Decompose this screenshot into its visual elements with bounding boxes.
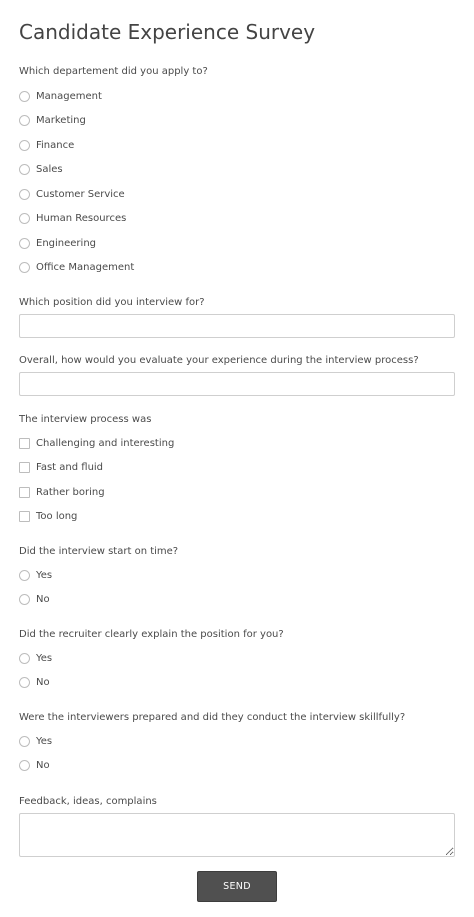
process-question bbox=[19, 413, 455, 529]
on-time-option-yes[interactable] bbox=[19, 563, 455, 588]
recruiter-option-yes[interactable] bbox=[19, 646, 455, 671]
checkbox[interactable] bbox=[19, 438, 30, 449]
position-question bbox=[19, 296, 455, 338]
feedback-textarea[interactable] bbox=[19, 813, 455, 857]
option-label: Engineering bbox=[36, 237, 96, 249]
radio-button[interactable] bbox=[19, 594, 30, 605]
interviewers-options bbox=[19, 729, 455, 778]
recruiter-question bbox=[19, 628, 455, 695]
option-label: Customer Service bbox=[36, 188, 125, 200]
position-question-label: Which position did you interview for? bbox=[19, 297, 205, 308]
feedback-question-label: Feedback, ideas, complains bbox=[19, 796, 157, 807]
process-option-fast[interactable] bbox=[19, 456, 455, 481]
on-time-question-label: Did the interview start on time? bbox=[19, 546, 179, 557]
department-option-engineering[interactable] bbox=[19, 231, 455, 256]
option-label: Challenging and interesting bbox=[36, 437, 175, 449]
radio-button[interactable] bbox=[19, 115, 30, 126]
department-option-finance[interactable] bbox=[19, 133, 455, 158]
recruiter-option-no[interactable] bbox=[19, 671, 455, 696]
recruiter-question-label: Did the recruiter clearly explain the position for you? bbox=[19, 629, 284, 640]
send-row bbox=[19, 871, 455, 902]
option-label: Finance bbox=[36, 139, 75, 151]
recruiter-options bbox=[19, 646, 455, 695]
department-option-management[interactable] bbox=[19, 84, 455, 109]
option-label: Management bbox=[36, 90, 102, 102]
interviewers-option-no[interactable] bbox=[19, 754, 455, 779]
option-label: No bbox=[36, 594, 50, 606]
department-option-sales[interactable] bbox=[19, 158, 455, 183]
on-time-question bbox=[19, 545, 455, 612]
radio-button[interactable] bbox=[19, 760, 30, 771]
checkbox[interactable] bbox=[19, 487, 30, 498]
option-label: Yes bbox=[36, 735, 53, 747]
interviewers-question-label: Were the interviewers prepared and did they conduct the interview skillfully? bbox=[19, 712, 406, 723]
option-label: Yes bbox=[36, 652, 53, 664]
option-label: No bbox=[36, 760, 50, 772]
on-time-option-no[interactable] bbox=[19, 588, 455, 613]
radio-button[interactable] bbox=[19, 677, 30, 688]
department-option-marketing[interactable] bbox=[19, 109, 455, 134]
interviewers-option-yes[interactable] bbox=[19, 729, 455, 754]
send-button[interactable]: SEND bbox=[197, 871, 277, 902]
radio-button[interactable] bbox=[19, 91, 30, 102]
department-options bbox=[19, 84, 455, 280]
option-label: Human Resources bbox=[36, 213, 127, 225]
option-label: Sales bbox=[36, 164, 63, 176]
overall-question bbox=[19, 354, 455, 396]
process-option-boring[interactable] bbox=[19, 480, 455, 505]
radio-button[interactable] bbox=[19, 570, 30, 581]
on-time-options bbox=[19, 563, 455, 612]
process-option-challenging[interactable] bbox=[19, 431, 455, 456]
page-title: Candidate Experience Survey bbox=[19, 20, 316, 44]
radio-button[interactable] bbox=[19, 653, 30, 664]
radio-button[interactable] bbox=[19, 140, 30, 151]
department-option-customer-service[interactable] bbox=[19, 182, 455, 207]
radio-button[interactable] bbox=[19, 238, 30, 249]
department-option-human-resources[interactable] bbox=[19, 207, 455, 232]
radio-button[interactable] bbox=[19, 262, 30, 273]
radio-button[interactable] bbox=[19, 164, 30, 175]
radio-button[interactable] bbox=[19, 189, 30, 200]
process-option-too-long[interactable] bbox=[19, 505, 455, 530]
option-label: Too long bbox=[36, 511, 78, 523]
option-label: Yes bbox=[36, 569, 53, 581]
interviewers-question bbox=[19, 711, 455, 778]
radio-button[interactable] bbox=[19, 213, 30, 224]
radio-button[interactable] bbox=[19, 736, 30, 747]
option-label: Office Management bbox=[36, 262, 135, 274]
department-option-office-management[interactable] bbox=[19, 256, 455, 281]
position-input[interactable] bbox=[19, 314, 455, 338]
process-question-label: The interview process was bbox=[19, 414, 152, 425]
overall-question-label: Overall, how would you evaluate your experience during the interview process? bbox=[19, 355, 419, 366]
checkbox[interactable] bbox=[19, 511, 30, 522]
checkbox[interactable] bbox=[19, 462, 30, 473]
department-question bbox=[19, 65, 455, 280]
feedback-question bbox=[19, 795, 455, 857]
option-label: Marketing bbox=[36, 115, 86, 127]
overall-input[interactable] bbox=[19, 372, 455, 396]
option-label: Rather boring bbox=[36, 486, 105, 498]
option-label: No bbox=[36, 677, 50, 689]
department-question-label: Which departement did you apply to? bbox=[19, 66, 208, 77]
option-label: Fast and fluid bbox=[36, 462, 104, 474]
process-options bbox=[19, 431, 455, 529]
